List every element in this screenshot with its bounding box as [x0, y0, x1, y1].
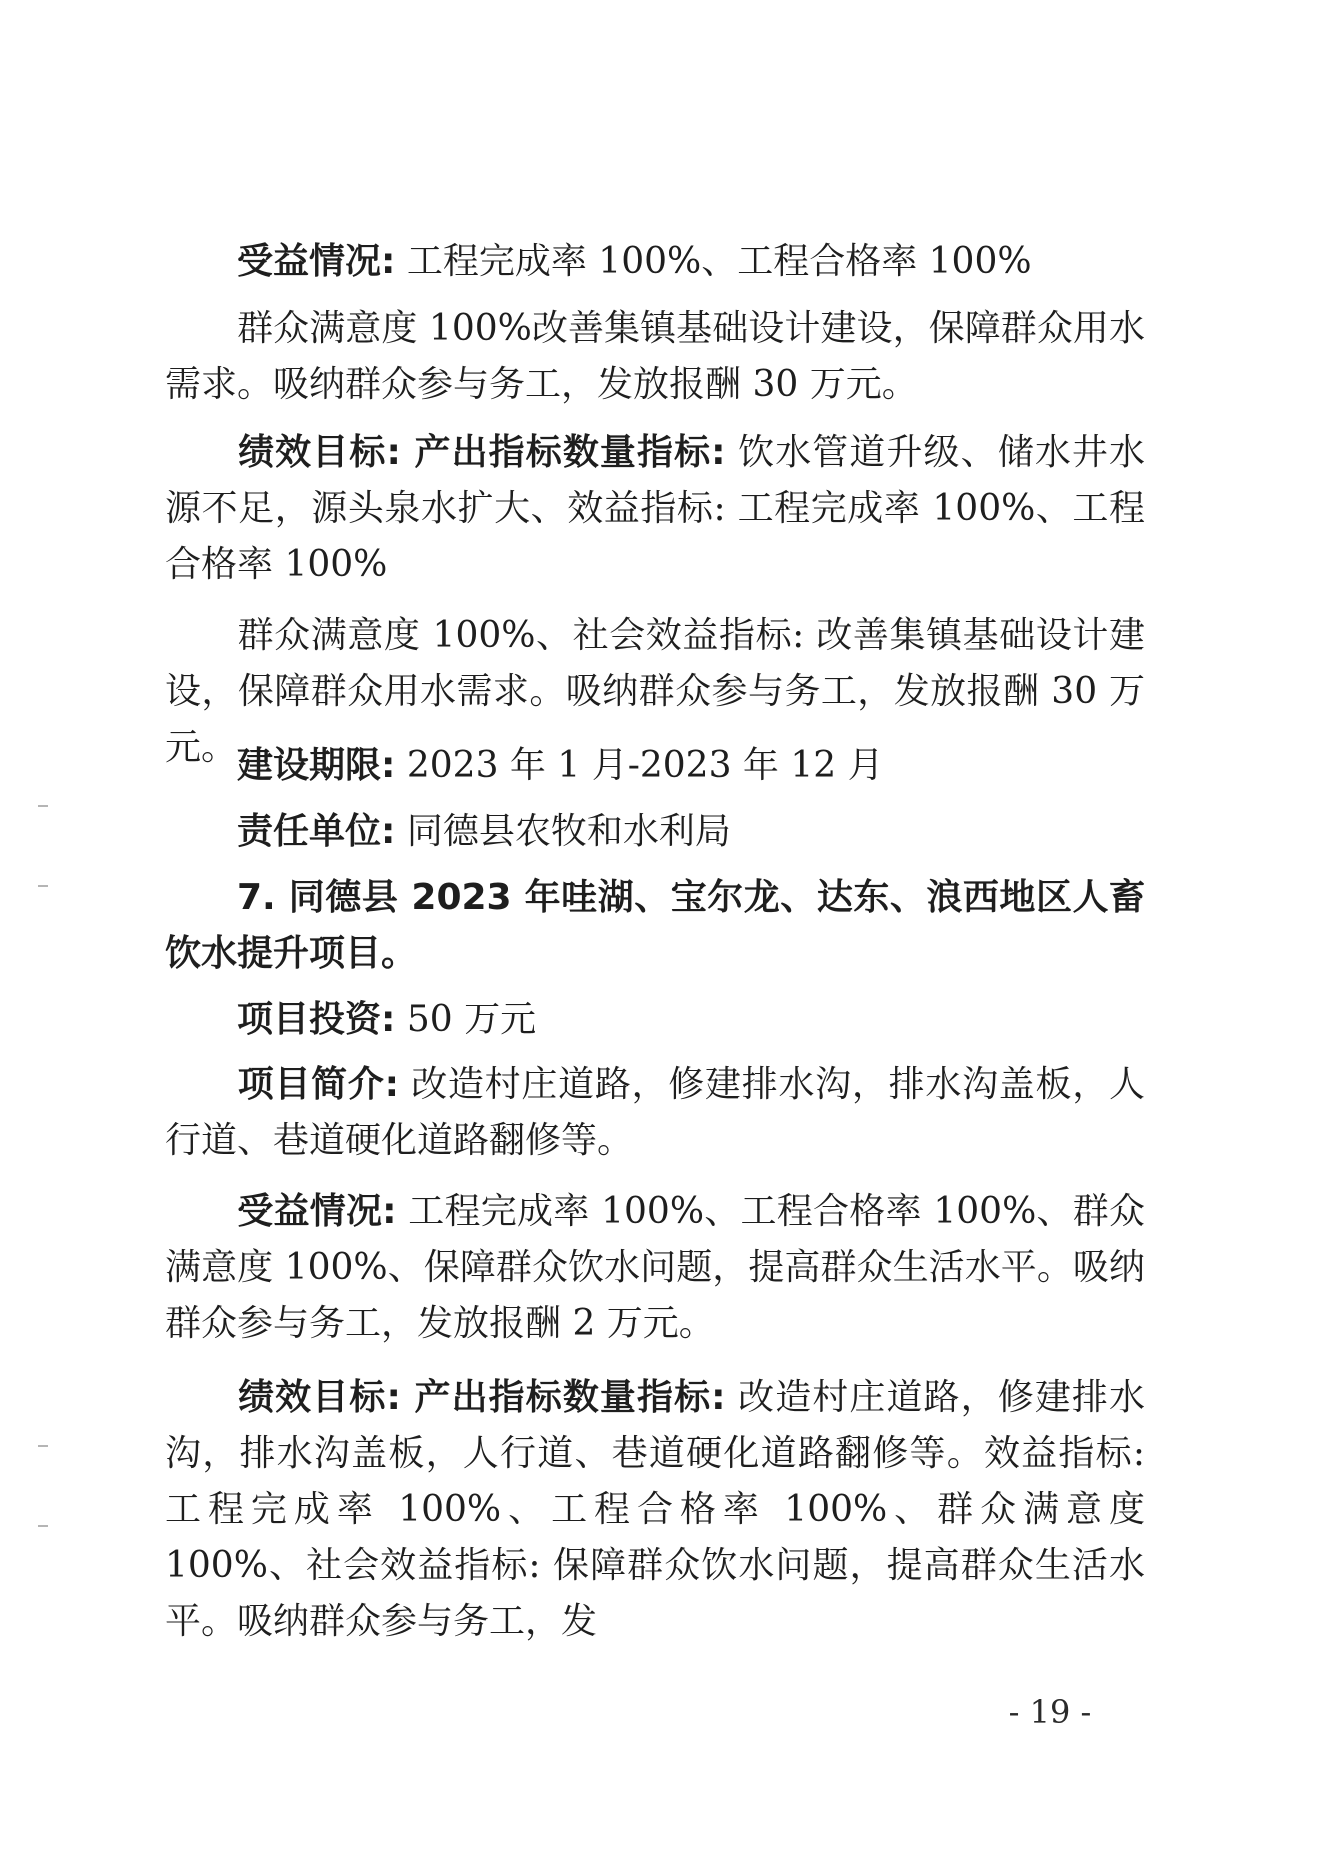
- text-social-benefit-1: 群众满意度 100%、社会效益指标: 改善集镇基础设计建设，保障群众用水需求。吸纳群众参与务工，发放报酬 30 万元。: [165, 615, 1145, 768]
- label-introduction: 项目简介:: [237, 1064, 400, 1105]
- paragraph-investment: [165, 992, 1145, 1048]
- scan-mark: [38, 885, 48, 887]
- text-responsible-unit: 同德县农牧和水利局: [395, 811, 731, 852]
- text-benefit-1: 工程完成率 100%、工程合格率 100%: [395, 241, 1032, 282]
- label-investment: 项目投资:: [237, 999, 396, 1040]
- label-construction-period: 建设期限:: [237, 745, 396, 786]
- scan-mark: [38, 1525, 48, 1527]
- paragraph-introduction: [165, 1057, 1145, 1169]
- label-benefit-1: 受益情况:: [237, 241, 396, 282]
- label-performance-1: 绩效目标: 产出指标数量指标:: [237, 432, 726, 473]
- label-benefit-2: 受益情况:: [237, 1191, 397, 1232]
- paragraph-benefit-1: [165, 234, 1145, 290]
- paragraph-performance-2: [165, 1370, 1145, 1650]
- scan-mark: [38, 805, 48, 807]
- text-satisfaction-1: 群众满意度 100%改善集镇基础设计建设，保障群众用水需求。吸纳群众参与务工，发放报酬 30 万元。: [165, 308, 1145, 405]
- scan-mark: [38, 1445, 48, 1447]
- text-construction-period: 2023 年 1 月-2023 年 12 月: [395, 745, 884, 786]
- label-responsible-unit: 责任单位:: [237, 811, 396, 852]
- project-7-title: 7. 同德县 2023 年哇湖、宝尔龙、达东、浪西地区人畜饮水提升项目。: [165, 877, 1145, 974]
- page-number: - 19 -: [1008, 1693, 1092, 1731]
- label-performance-2: 绩效目标: 产出指标数量指标:: [237, 1377, 726, 1418]
- text-investment: 50 万元: [395, 999, 537, 1040]
- paragraph-performance-1: [165, 425, 1145, 593]
- paragraph-responsible-unit: [165, 804, 1145, 860]
- project-7-heading: [165, 870, 1145, 982]
- text-benefit-2: 工程完成率 100%、工程合格率 100%、群众满意度 100%、保障群众饮水问题，提高群众生活水平。吸纳群众参与务工，发放报酬 2 万元。: [165, 1191, 1145, 1344]
- paragraph-construction-period: [165, 738, 1145, 794]
- text-performance-1: 饮水管道升级、储水井水源不足，源头泉水扩大、效益指标: 工程完成率 100%、工程合格率 100%: [165, 432, 1145, 585]
- text-introduction: 改造村庄道路，修建排水沟，排水沟盖板，人行道、巷道硬化道路翻修等。: [165, 1064, 1145, 1161]
- paragraph-satisfaction-1: [165, 301, 1145, 413]
- text-performance-2: 改造村庄道路，修建排水沟，排水沟盖板，人行道、巷道硬化道路翻修等。效益指标: 工程完成率 100%、工程合格率 100%、群众满意度 100%、社会效益指标: 保障群众饮水问题，提高群众生活水平。吸纳群众参与务工，发: [165, 1377, 1145, 1642]
- paragraph-benefit-2: [165, 1184, 1145, 1352]
